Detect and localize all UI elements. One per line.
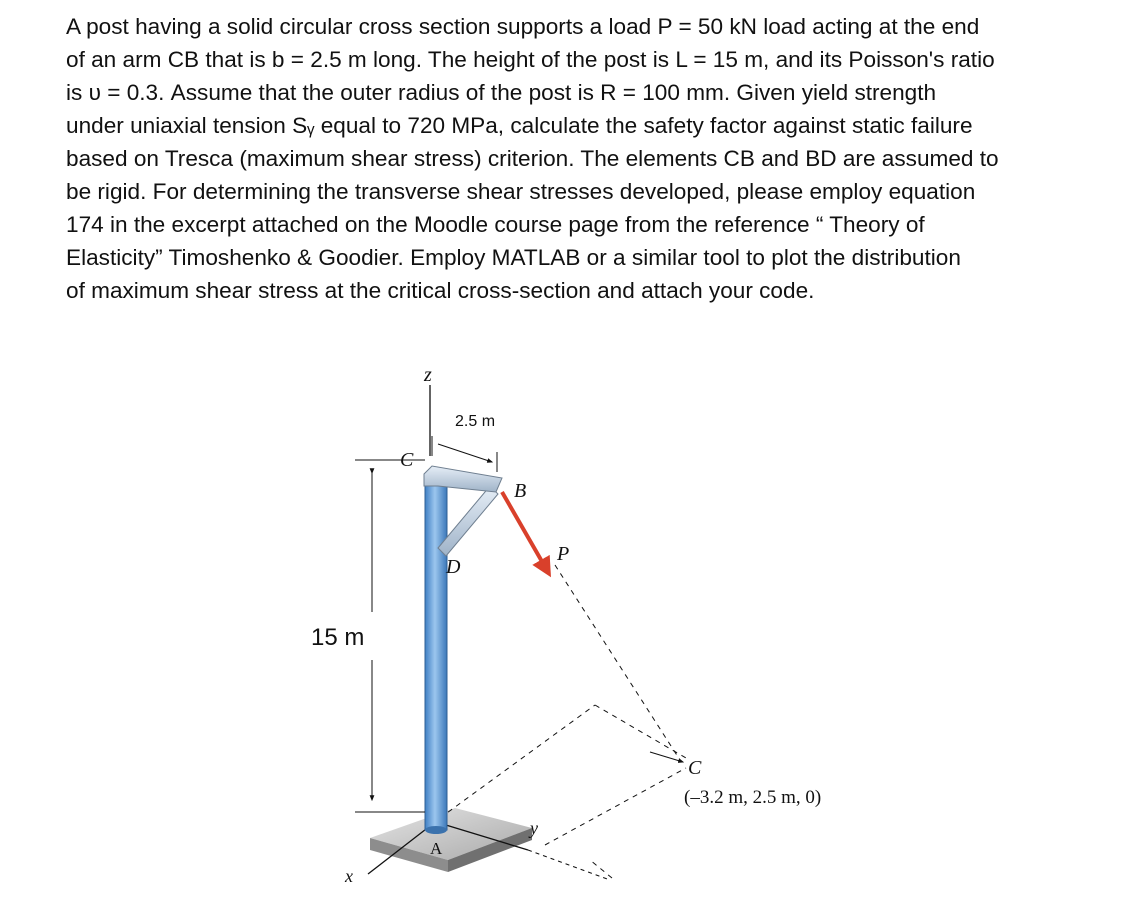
- point-c-label: C: [400, 449, 414, 471]
- problem-line-3: is υ = 0.3. Assume that the outer radius of the post is R = 100 mm. Given yield strength: [66, 80, 937, 105]
- post: [425, 480, 447, 830]
- problem-line-1: A post having a solid circular cross section supports a load P = 50 kN load acting at the end: [66, 14, 980, 39]
- problem-line-6: be rigid. For determining the transverse shear stresses developed, please employ equation: [66, 179, 976, 204]
- z-axis-label: z: [424, 364, 432, 386]
- load-arrow: [502, 492, 548, 572]
- y-axis-label: y: [530, 818, 538, 838]
- base-plate: [370, 808, 532, 872]
- problem-line-8: Elasticity” Timoshenko & Goodier. Employ MATLAB or a similar tool to plot the distribution: [66, 245, 961, 270]
- height-dimension: [355, 460, 425, 812]
- problem-line-7: 174 in the excerpt attached on the Moodle course page from the reference “ Theory of: [66, 212, 925, 237]
- ground-point-c-coords: (–3.2 m, 2.5 m, 0): [684, 787, 822, 808]
- problem-line-4: under uniaxial tension Sᵧ equal to 720 MPa, calculate the safety factor against static failure: [66, 113, 973, 138]
- height-label: 15 m: [311, 624, 365, 651]
- point-d-label: D: [446, 556, 461, 578]
- x-axis-label: x: [345, 866, 353, 886]
- arm-dimension: [432, 436, 497, 472]
- problem-line-9: of maximum shear stress at the critical cross-section and attach your code.: [66, 278, 815, 303]
- arm-length-label: 2.5 m: [455, 413, 496, 430]
- point-a-label: A: [430, 839, 443, 858]
- problem-line-2: of an arm CB that is b = 2.5 m long. The height of the post is L = 15 m, and its Poisson's ratio: [66, 47, 995, 72]
- ground-point-c-label: C: [688, 757, 702, 779]
- point-b-label: B: [514, 480, 527, 502]
- load-label: P: [557, 543, 570, 565]
- problem-line-5: based on Tresca (maximum shear stress) criterion. The elements CB and BD are assumed to: [66, 146, 999, 171]
